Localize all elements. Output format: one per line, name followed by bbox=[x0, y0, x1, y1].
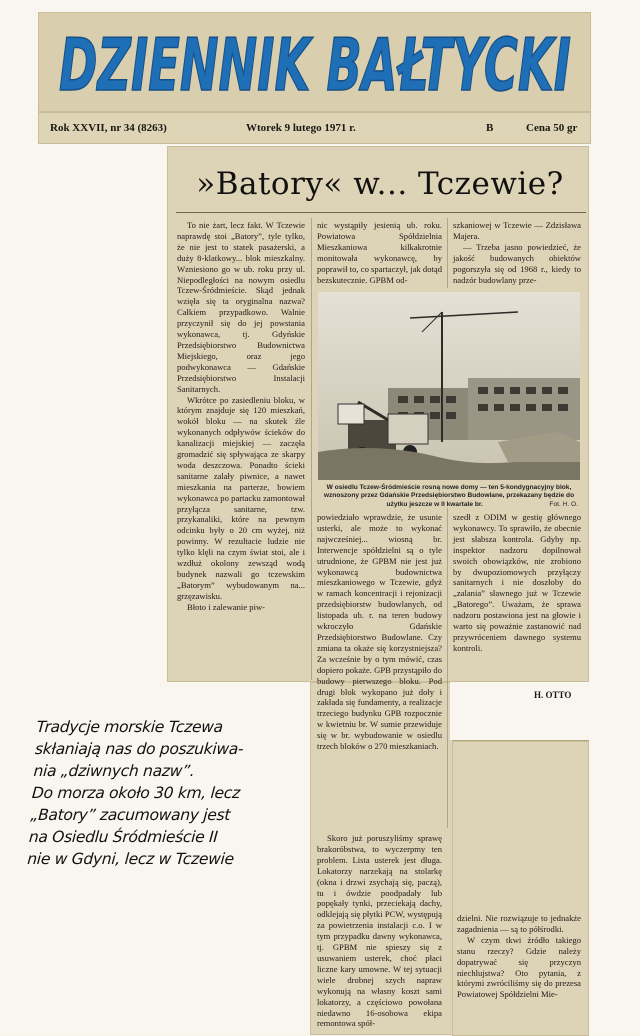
article-column-3-bottom bbox=[457, 913, 581, 1000]
construction-photo bbox=[318, 292, 580, 480]
article-column-3-middle bbox=[453, 512, 581, 654]
note-line: Do morza około 30 km, lecz bbox=[31, 784, 241, 802]
article-column-3-top bbox=[453, 220, 581, 285]
newspaper-title: DZIENNIK BAŁTYCKI bbox=[59, 23, 571, 104]
paragraph: Skoro już poruszyliśmy sprawę brakoróbstwa, to wyczerpmy ten problem. Lista usterek jest długa. Lokatorzy narzekają na stolarkę (okna i drzwi zsychają się, paczą), tu i ówdzie poodpadały lub popękały tynki, przeciekają dachy, odklejają się płytki PCW, występują za powietrzenia instalacji c.o. I w tym przypadku dawny wykonawca, tj. GPBM nie spieszy się z usuwaniem usterek, choć płaci liczne kary umowne. W tej sytuacji wiele drobnej szych napraw wykonują na własny koszt sami lokatorzy, a częściowo powołana niedawno 16-osobowa ekipa remontowa spół- bbox=[317, 833, 442, 1029]
handwritten-note bbox=[27, 716, 300, 870]
note-line: nia „dziwnych nazw”. bbox=[32, 762, 196, 780]
paragraph: — Trzeba jasno powiedzieć, że jakość budowanych obiektów pogorszyła się od 1968 r., kiedy to nadzór budowlany prze- bbox=[453, 241, 581, 285]
newspaper-logo bbox=[54, 20, 576, 104]
article-column-1 bbox=[177, 220, 305, 613]
issue-price: Cena 50 gr bbox=[526, 122, 578, 134]
paragraph: W czym tkwi źródło takiego stanu rzeczy? Gdzie należy dopatrywać się przyczyn niechlujstwa? Oto pytania, z którymi zwróciliśmy się do prezesa Powiatowej Spółdzielni Mie- bbox=[457, 934, 581, 1000]
paragraph: Błoto i zalewanie piw- bbox=[187, 601, 266, 612]
caption-text: W osiedlu Tczew-Śródmieście rosną nowe domy — ten 5-kondygnacyjny blok, wznoszony przez Gdańskie Przedsiębiorstwo Budowlane, przekazany będzie do użytku jeszcze w II kwartale br. bbox=[323, 484, 575, 508]
column-divider bbox=[311, 218, 312, 680]
masthead-clipping bbox=[38, 12, 591, 112]
note-line: skłaniają nas do poszukiwa- bbox=[34, 740, 244, 758]
paragraph: szkaniowej w Tczewie — Zdzisława Majera. bbox=[453, 220, 581, 241]
paragraph: nic wystąpiły jesienią ub. roku. Powiatowa Spółdzielnia Mieszkaniowa kilkakrotnie monitowała wykonawcę, by poprawił to, co spartaczył, jak dotąd bezskutecznie. GPBM od- bbox=[317, 220, 442, 285]
photo-caption bbox=[320, 484, 578, 509]
paragraph: szedł z ODIM w gestię głównego wykonawcy. To sprawiło, że obecnie jest słabsza kontrola. Gdyby np. inspektor nadzoru dopilnował swoich obowiązków, nie zrobiono by dwupoziomowych przyłączy sanitarnych i nie doszłoby do „zalania” sławnego już w Tczewie „Batorego”. Uważam, że sprawa nadzoru postawiona jest na głowie i warto się poważnie zastanowić nad przywróceniem dawnego systemu kontroli. bbox=[453, 512, 581, 653]
photo-credit: Fot. H. O. bbox=[549, 500, 578, 508]
article-column-2-top bbox=[317, 220, 442, 285]
column-divider bbox=[447, 508, 448, 828]
photo-image bbox=[318, 292, 580, 480]
paragraph: To nie żart, lecz fakt. W Tczewie naprawdę stoi „Batory”, tyle tylko, że nie jest to statek pasażerski, a duży 8-klatkowy... blok mieszkalny. Wzniesiono go w ub. roku przy ul. Niepodległości na nowym osiedlu Tczew-Śródmieście. Skąd jednak wzięła się ta oryginalna nazwa? Całkiem przypadkowo. Walnie przyczynił się do jej powstania wykonawca, tj. Gdyńskie Przedsiębiorstwo Budownictwa Miejskiego, oraz jego podwykonawca — Gdańskie Przedsiębiorstwo Instalacji Sanitarnych. bbox=[177, 220, 305, 394]
issue-info-bar bbox=[38, 112, 591, 144]
note-line: na Osiedlu Śródmieście II bbox=[28, 828, 219, 846]
issue-date: Wtorek 9 lutego 1971 r. bbox=[246, 122, 356, 134]
note-line: „Batory” zacumowany jest bbox=[29, 806, 231, 824]
paragraph: Wkrótce po zasiedleniu bloku, w którym znajduje się 120 mieszkań, wokół bloku — na skutek źle wykonanych odpływów ścieków do kanalizacji miejskiej — zaczęła gromadzić się spływająca ze skarpy woda deszczowa. Ponadto ścieki sanitarne zalały piwnice, a nawet mieszkania na parterze, bowiem wykonawca po partacku zamontował przyłącza sanitarne, tzw. przykanaliki, które na pewnym odcinku były o 20 cm wyżej, niż powinny. W rezultacie ludzie nie tylko klęli na czym świat stoi, ale i wzdłuż okolony zewsząd wodą budynek nazwali go tczewskim „Batorym” wybudowanym na... grzęzawisku. bbox=[177, 394, 305, 601]
headline-divider bbox=[176, 212, 586, 213]
article-headline: »Batory« w... Tczewie? bbox=[196, 166, 564, 202]
edition-letter: B bbox=[486, 122, 494, 134]
column-divider bbox=[447, 218, 448, 288]
paragraph: dzielni. Nie rozwiązuje to jednakże zagadnienia — są to półśrodki. bbox=[457, 913, 581, 934]
article-column-2-bottom bbox=[317, 833, 442, 1029]
issue-number: Rok XXVII, nr 34 (8263) bbox=[50, 122, 167, 134]
note-line: nie w Gdyni, lecz w Tczewie bbox=[26, 850, 235, 868]
article-column-2-middle bbox=[317, 512, 442, 752]
note-line: Tradycje morskie Tczewa bbox=[35, 718, 224, 736]
author-signature: H. OTTO bbox=[534, 690, 572, 700]
paragraph: powiedziało wprawdzie, że usunie usterki, ale może to wykonać najwcześniej... wiosną br. Interwencje spółdzielni są o tyle utrudnione, że GPBM nie jest już wykonawcą budownictwa mieszkaniowego w Tczewie, gdyż w ramach koncentracji i rejonizacji przedsiębiorstw budowlanych, od listopada ub. r. na teren budowy wkroczyło Gdańskie Przedsiębiorstwo Budowlane. Czy zmiana ta okaże się korzystniejsza? Za wcześnie by o tym mówić, czas dopiero pokaże. GPB przystąpiło do budowy pierwszego bloku. Pod drugi blok wykopano już doły i zakłada się fundamenty, a realizacje trzeciego budynku GPB rozpocznie w kwietniu br. W sumie przewiduje się w br. wybudowanie w osiedlu trzech bloków o 270 mieszkaniach. bbox=[317, 512, 442, 752]
